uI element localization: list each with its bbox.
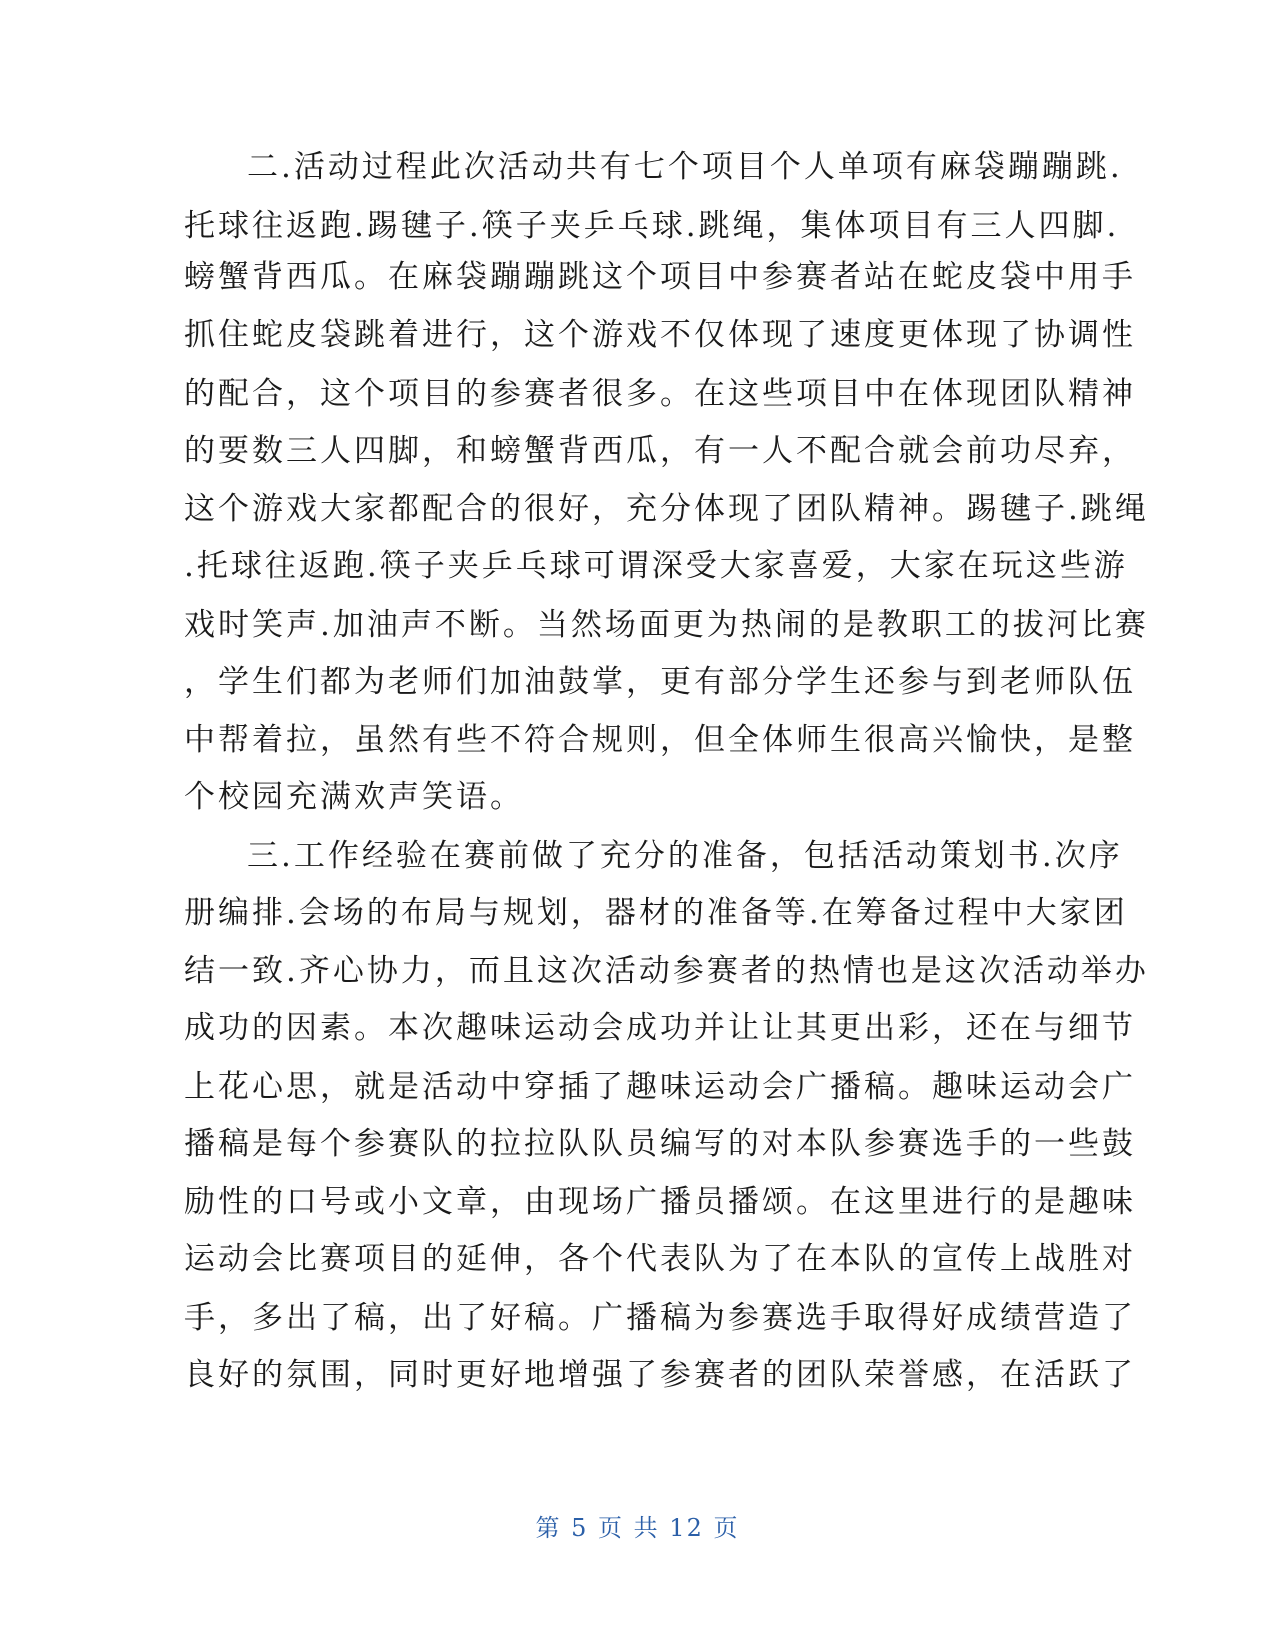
paragraph-2-line-9: 手，多出了稿，出了好稿。广播稿为参赛选手取得好成绩营造了 <box>184 1300 1136 1336</box>
page-number-footer: 第 5 页 共 12 页 <box>535 1514 740 1542</box>
paragraph-1-line-7: 这个游戏大家都配合的很好，充分体现了团队精神。踢毽子.跳绳 <box>184 491 1149 527</box>
paragraph-2-line-6: 播稿是每个参赛队的拉拉队队员编写的对本队参赛选手的一些鼓 <box>184 1126 1136 1162</box>
paragraph-1-line-6: 的要数三人四脚，和螃蟹背西瓜，有一人不配合就会前功尽弃， <box>184 433 1136 469</box>
paragraph-1-line-5: 的配合，这个项目的参赛者很多。在这些项目中在体现团队精神 <box>184 376 1136 412</box>
paragraph-2-line-4: 成功的因素。本次趣味运动会成功并让让其更出彩，还在与细节 <box>184 1010 1136 1046</box>
paragraph-2-line-3: 结一致.齐心协力，而且这次活动参赛者的热情也是这次活动举办 <box>184 953 1149 989</box>
paragraph-1-line-1: 二.活动过程此次活动共有七个项目个人单项有麻袋蹦蹦跳. <box>247 149 1123 185</box>
paragraph-2-line-1: 三.工作经验在赛前做了充分的准备，包括活动策划书.次序 <box>247 838 1123 874</box>
paragraph-2-line-5: 上花心思，就是活动中穿插了趣味运动会广播稿。趣味运动会广 <box>184 1069 1136 1105</box>
paragraph-1-line-2: 托球往返跑.踢毽子.筷子夹乒乓球.跳绳，集体项目有三人四脚. <box>184 208 1120 244</box>
paragraph-2-line-10: 良好的氛围，同时更好地增强了参赛者的团队荣誉感，在活跃了 <box>184 1357 1136 1393</box>
paragraph-1-line-12: 个校园充满欢声笑语。 <box>184 779 524 815</box>
paragraph-1-line-9: 戏时笑声.加油声不断。当然场面更为热闹的是教职工的拔河比赛 <box>184 607 1149 643</box>
paragraph-2-line-7: 励性的口号或小文章，由现场广播员播颂。在这里进行的是趣味 <box>184 1184 1136 1220</box>
paragraph-1-line-10: ，学生们都为老师们加油鼓掌，更有部分学生还参与到老师队伍 <box>184 664 1136 700</box>
paragraph-2-line-8: 运动会比赛项目的延伸，各个代表队为了在本队的宣传上战胜对 <box>184 1241 1136 1277</box>
paragraph-1-line-8: .托球往返跑.筷子夹乒乓球可谓深受大家喜爱，大家在玩这些游 <box>184 548 1128 584</box>
paragraph-2-line-2: 册编排.会场的布局与规划，器材的准备等.在筹备过程中大家团 <box>184 895 1128 931</box>
paragraph-1-line-11: 中帮着拉，虽然有些不符合规则，但全体师生很高兴愉快，是整 <box>184 722 1136 758</box>
paragraph-1-line-4: 抓住蛇皮袋跳着进行，这个游戏不仅体现了速度更体现了协调性 <box>184 317 1136 353</box>
paragraph-1-line-3: 螃蟹背西瓜。在麻袋蹦蹦跳这个项目中参赛者站在蛇皮袋中用手 <box>184 259 1136 295</box>
